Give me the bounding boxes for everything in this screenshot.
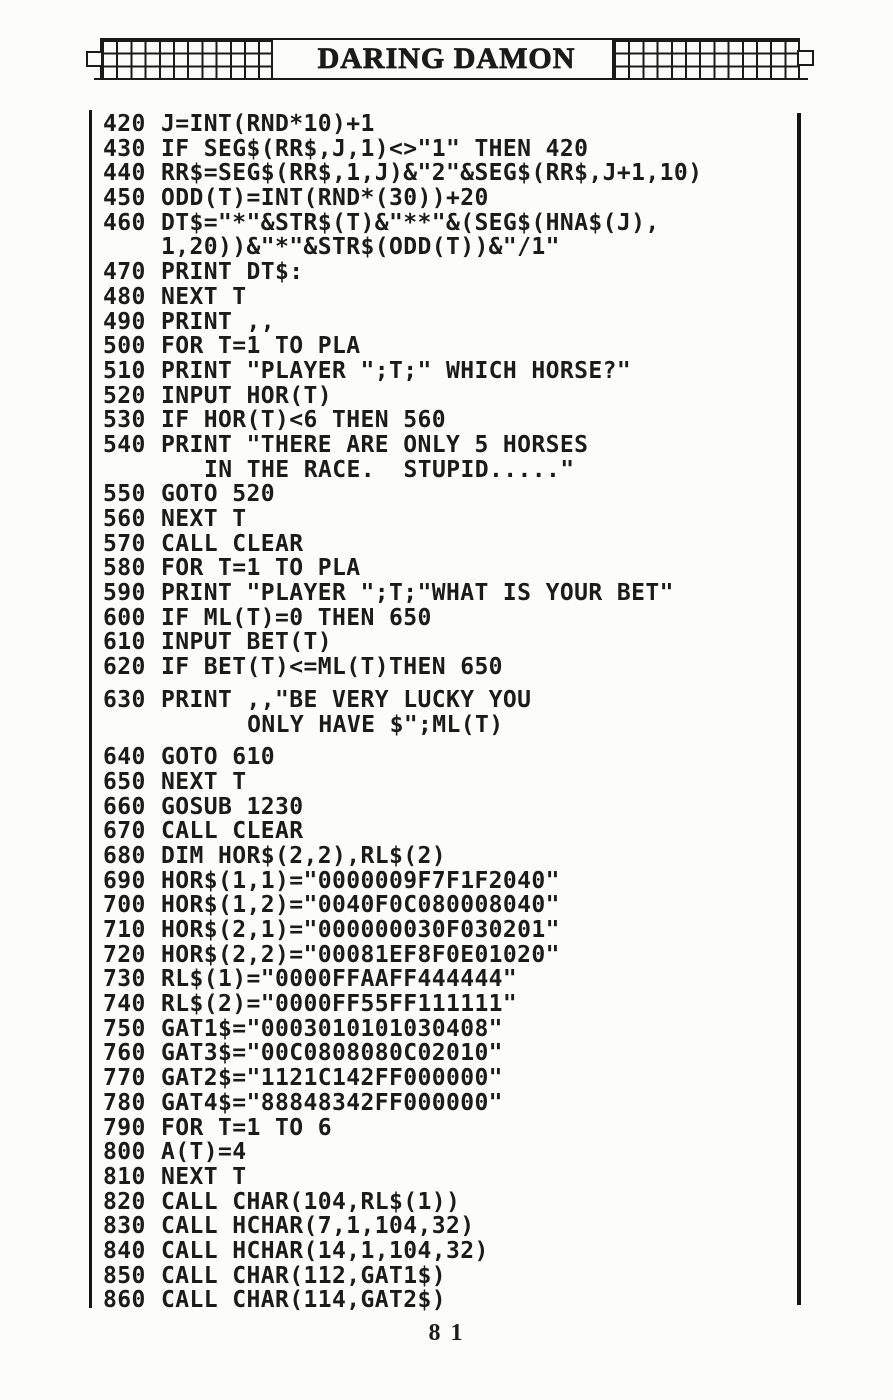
- code-line-770: [103, 1066, 793, 1091]
- code-line-810: [103, 1165, 793, 1190]
- line-code: IN THE RACE. STUPID.....": [204, 456, 575, 483]
- code-line-480: [103, 285, 793, 310]
- line-code: RL$(1)="0000FFAAFF444444": [161, 966, 518, 993]
- code-line-850: [103, 1264, 793, 1289]
- line-number: 550: [103, 481, 146, 508]
- line-number: 840: [103, 1237, 146, 1264]
- line-number: 600: [103, 604, 146, 631]
- line-code: PRINT ,,"BE VERY LUCKY YOU: [161, 686, 532, 713]
- code-line-460: [103, 211, 793, 236]
- line-number: 510: [103, 357, 146, 384]
- code-line-540: [103, 433, 793, 458]
- line-number: 530: [103, 407, 146, 434]
- line-number: 760: [103, 1040, 146, 1067]
- code-line-430: [103, 137, 793, 162]
- code-line-610: [103, 630, 793, 655]
- line-number: 490: [103, 308, 146, 335]
- code-line-550: [103, 482, 793, 507]
- line-code: GAT2$="1121C142FF000000": [161, 1065, 503, 1092]
- line-code: INPUT BET(T): [161, 629, 332, 656]
- line-number: 640: [103, 744, 146, 771]
- line-code: NEXT T: [161, 768, 247, 795]
- line-number: 720: [103, 941, 146, 968]
- basic-code-listing: [103, 112, 793, 1313]
- line-code: CALL HCHAR(7,1,104,32): [161, 1213, 475, 1240]
- code-line-600: [103, 606, 793, 631]
- code-line-680: [103, 844, 793, 869]
- line-code: IF HOR(T)<6 THEN 560: [161, 407, 446, 434]
- code-line-continuation: [103, 458, 793, 483]
- page-number: 8 1: [428, 1320, 465, 1346]
- code-line-420: [103, 112, 793, 137]
- line-code: CALL CLEAR: [161, 530, 304, 557]
- line-code: DIM HOR$(2,2),RL$(2): [161, 842, 446, 869]
- line-code: GOTO 520: [161, 481, 275, 508]
- line-code: GAT1$="0003010101030408": [161, 1015, 503, 1042]
- line-code: PRINT DT$:: [161, 259, 304, 286]
- line-number: 690: [103, 867, 146, 894]
- code-line-620: [103, 655, 793, 680]
- code-line-530: [103, 408, 793, 433]
- line-code: A(T)=4: [161, 1139, 247, 1166]
- code-line-800: [103, 1140, 793, 1165]
- code-line-650: [103, 770, 793, 795]
- line-code: ONLY HAVE $";ML(T): [247, 711, 504, 738]
- line-number: 650: [103, 768, 146, 795]
- line-number: 860: [103, 1287, 146, 1314]
- code-line-continuation: [103, 713, 793, 738]
- code-line-490: [103, 310, 793, 335]
- line-number: 570: [103, 530, 146, 557]
- code-line-580: [103, 556, 793, 581]
- page-title: DARING DAMON: [317, 42, 576, 75]
- code-line-570: [103, 532, 793, 557]
- line-number: 440: [103, 160, 146, 187]
- line-number: 800: [103, 1139, 146, 1166]
- line-number: 700: [103, 892, 146, 919]
- line-number: 430: [103, 135, 146, 162]
- line-code: FOR T=1 TO 6: [161, 1114, 332, 1141]
- line-code: J=INT(RND*10)+1: [161, 111, 375, 137]
- line-number: 780: [103, 1089, 146, 1116]
- line-number: 470: [103, 259, 146, 286]
- line-code: FOR T=1 TO PLA: [161, 555, 361, 582]
- line-code: ODD(T)=INT(RND*(30))+20: [161, 185, 489, 212]
- line-code: DT$="*"&STR$(T)&"**"&(SEG$(HNA$(J),: [161, 209, 660, 236]
- line-number: 590: [103, 580, 146, 607]
- line-code: CALL CHAR(112,GAT1$): [161, 1262, 446, 1289]
- line-code: FOR T=1 TO PLA: [161, 333, 361, 360]
- line-code: PRINT "THERE ARE ONLY 5 HORSES: [161, 431, 589, 458]
- line-number: 750: [103, 1015, 146, 1042]
- line-code: PRINT "PLAYER ";T;" WHICH HORSE?": [161, 357, 632, 384]
- line-number: 610: [103, 629, 146, 656]
- line-code: RR$=SEG$(RR$,1,J)&"2"&SEG$(RR$,J+1,10): [161, 160, 703, 187]
- line-code: GOSUB 1230: [161, 793, 304, 820]
- listing-right-rule: [797, 113, 801, 1305]
- line-code: CALL CHAR(104,RL$(1)): [161, 1188, 461, 1215]
- code-line-630: [103, 688, 793, 713]
- code-line-750: [103, 1017, 793, 1042]
- code-line-840: [103, 1239, 793, 1264]
- line-number: 820: [103, 1188, 146, 1215]
- line-code: CALL CLEAR: [161, 818, 304, 845]
- code-line-510: [103, 359, 793, 384]
- line-code: NEXT T: [161, 283, 247, 310]
- line-code: IF BET(T)<=ML(T)THEN 650: [161, 654, 503, 681]
- code-line-670: [103, 819, 793, 844]
- code-line-560: [103, 507, 793, 532]
- line-number: 770: [103, 1065, 146, 1092]
- code-line-780: [103, 1091, 793, 1116]
- line-code: 1,20))&"*"&STR$(ODD(T))&"/1": [161, 234, 560, 261]
- line-code: PRINT "PLAYER ";T;"WHAT IS YOUR BET": [161, 580, 674, 607]
- line-number: 730: [103, 966, 146, 993]
- code-line-660: [103, 795, 793, 820]
- code-line-470: [103, 260, 793, 285]
- code-line-760: [103, 1041, 793, 1066]
- line-number: 670: [103, 818, 146, 845]
- line-code: HOR$(1,1)="0000009F7F1F2040": [161, 867, 560, 894]
- line-code: IF SEG$(RR$,J,1)<>"1" THEN 420: [161, 135, 589, 162]
- code-line-440: [103, 161, 793, 186]
- code-line-790: [103, 1116, 793, 1141]
- line-code: HOR$(2,1)="000000030F030201": [161, 917, 560, 943]
- line-number: 710: [103, 917, 146, 943]
- code-line-520: [103, 384, 793, 409]
- line-code: GOTO 610: [161, 744, 275, 771]
- line-code: IF ML(T)=0 THEN 650: [161, 604, 432, 631]
- listing-left-rule: [89, 110, 92, 1308]
- line-number: 850: [103, 1262, 146, 1289]
- line-number: 500: [103, 333, 146, 360]
- line-code: HOR$(2,2)="00081EF8F0E01020": [161, 941, 560, 968]
- line-number: 460: [103, 209, 146, 236]
- line-number: 810: [103, 1163, 146, 1190]
- line-number: 660: [103, 793, 146, 820]
- line-code: CALL CHAR(114,GAT2$): [161, 1287, 446, 1314]
- line-number: 790: [103, 1114, 146, 1141]
- line-number: 480: [103, 283, 146, 310]
- line-code: GAT4$="88848342FF000000": [161, 1089, 503, 1116]
- line-number: 740: [103, 991, 146, 1018]
- code-line-690: [103, 869, 793, 894]
- code-line-730: [103, 967, 793, 992]
- line-code: CALL HCHAR(14,1,104,32): [161, 1237, 489, 1264]
- line-number: 560: [103, 506, 146, 532]
- code-line-820: [103, 1190, 793, 1215]
- code-line-450: [103, 186, 793, 211]
- line-code: NEXT T: [161, 506, 247, 532]
- line-code: GAT3$="00C0808080C02010": [161, 1040, 503, 1067]
- code-line-720: [103, 943, 793, 968]
- code-line-continuation: [103, 235, 793, 260]
- line-number: 580: [103, 555, 146, 582]
- code-line-590: [103, 581, 793, 606]
- line-code: PRINT ,,: [161, 308, 275, 335]
- line-code: HOR$(1,2)="0040F0C080008040": [161, 892, 560, 919]
- line-number: 830: [103, 1213, 146, 1240]
- line-number: 620: [103, 654, 146, 681]
- line-number: 680: [103, 842, 146, 869]
- line-code: RL$(2)="0000FF55FF111111": [161, 991, 518, 1018]
- code-line-640: [103, 745, 793, 770]
- line-number: 540: [103, 431, 146, 458]
- code-line-860: [103, 1288, 793, 1313]
- line-number: 450: [103, 185, 146, 212]
- line-number: 420: [103, 111, 146, 137]
- line-number: 630: [103, 686, 146, 713]
- code-line-740: [103, 992, 793, 1017]
- code-line-830: [103, 1214, 793, 1239]
- code-line-500: [103, 334, 793, 359]
- line-code: NEXT T: [161, 1163, 247, 1190]
- line-number: 520: [103, 382, 146, 409]
- line-code: INPUT HOR(T): [161, 382, 332, 409]
- code-line-710: [103, 918, 793, 943]
- code-line-700: [103, 893, 793, 918]
